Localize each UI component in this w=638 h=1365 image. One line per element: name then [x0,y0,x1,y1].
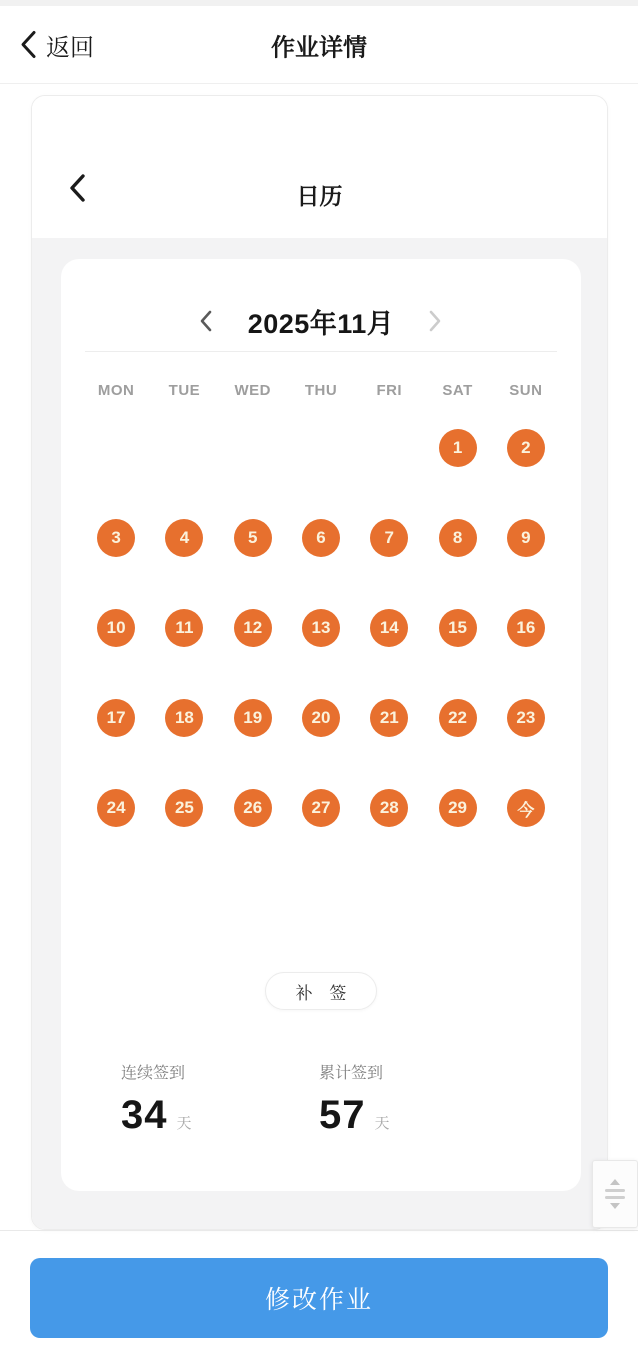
stat-label: 连续签到 [121,1065,186,1082]
prev-month-button[interactable] [198,308,214,334]
stat-unit: 天 [176,1115,192,1132]
calendar-section-background [32,238,607,1230]
date-cell-today: 今 [492,763,560,853]
date-cell: 16 [492,583,560,673]
stat-label: 累计签到 [319,1065,384,1082]
date-cell [82,403,150,493]
date-cell: 17 [82,673,150,763]
stat-unit: 天 [374,1115,390,1132]
date-cell: 26 [219,763,287,853]
scroll-grip-bar [605,1196,625,1199]
weekday-label: THU [304,382,338,399]
date-cell: 27 [287,763,355,853]
back-label[interactable]: 返回 [46,34,94,61]
date-cell: 19 [219,673,287,763]
date-cell: 28 [355,763,423,853]
nav-divider [0,83,638,84]
date-cell: 9 [492,493,560,583]
weekday-label: FRI [376,382,403,399]
content-footer-divider [0,1230,638,1231]
scroll-grip-bar [605,1189,625,1192]
date-cell: 7 [355,493,423,583]
weekday-label: WED [234,382,271,399]
weekday-label: MON [97,382,135,399]
date-cell: 2 [492,403,560,493]
next-month-button[interactable] [428,308,444,334]
scroll-up-icon[interactable] [610,1179,620,1185]
month-divider [85,351,557,352]
edit-homework-button[interactable]: 修改作业 [30,1258,608,1338]
date-cell [150,403,218,493]
date-cell: 23 [492,673,560,763]
signin-stats [61,1060,581,1138]
date-cell: 6 [287,493,355,583]
date-cell: 18 [150,673,218,763]
date-cell: 1 [423,403,491,493]
date-cell: 11 [150,583,218,673]
date-cell [355,403,423,493]
calendar-card [61,259,581,1191]
date-cell [219,403,287,493]
date-cell: 10 [82,583,150,673]
date-cell: 3 [82,493,150,583]
page-title: 作业详情 [271,34,367,61]
date-cell: 14 [355,583,423,673]
date-cell: 4 [150,493,218,583]
date-cell: 22 [423,673,491,763]
stat-consecutive [121,1060,319,1138]
top-nav-bar [0,6,638,83]
date-cell: 25 [150,763,218,853]
date-cell: 21 [355,673,423,763]
scroll-down-icon[interactable] [610,1203,620,1209]
date-cell: 13 [287,583,355,673]
scroll-widget[interactable] [592,1160,638,1228]
date-cell: 5 [219,493,287,583]
panel-title: 日历 [296,183,343,209]
weekday-label: SAT [442,382,473,399]
date-cell [287,403,355,493]
date-cell: 12 [219,583,287,673]
date-cell: 29 [423,763,491,853]
calendar-panel-header [32,96,607,238]
date-cell: 24 [82,763,150,853]
weekday-label: SUN [509,382,543,399]
date-cell: 20 [287,673,355,763]
stat-total [319,1060,517,1138]
month-label: 2025年11月 [247,308,395,339]
date-cell: 8 [423,493,491,583]
weekday-label: TUE [168,382,201,399]
makeup-signin-button[interactable]: 补 签 [265,972,378,1010]
detail-card [31,95,608,1230]
stat-value: 34 [121,1093,168,1137]
stat-value: 57 [319,1093,366,1137]
weekday-header-row [82,382,560,399]
date-grid [82,403,560,853]
month-navigation [61,299,581,343]
date-cell: 15 [423,583,491,673]
